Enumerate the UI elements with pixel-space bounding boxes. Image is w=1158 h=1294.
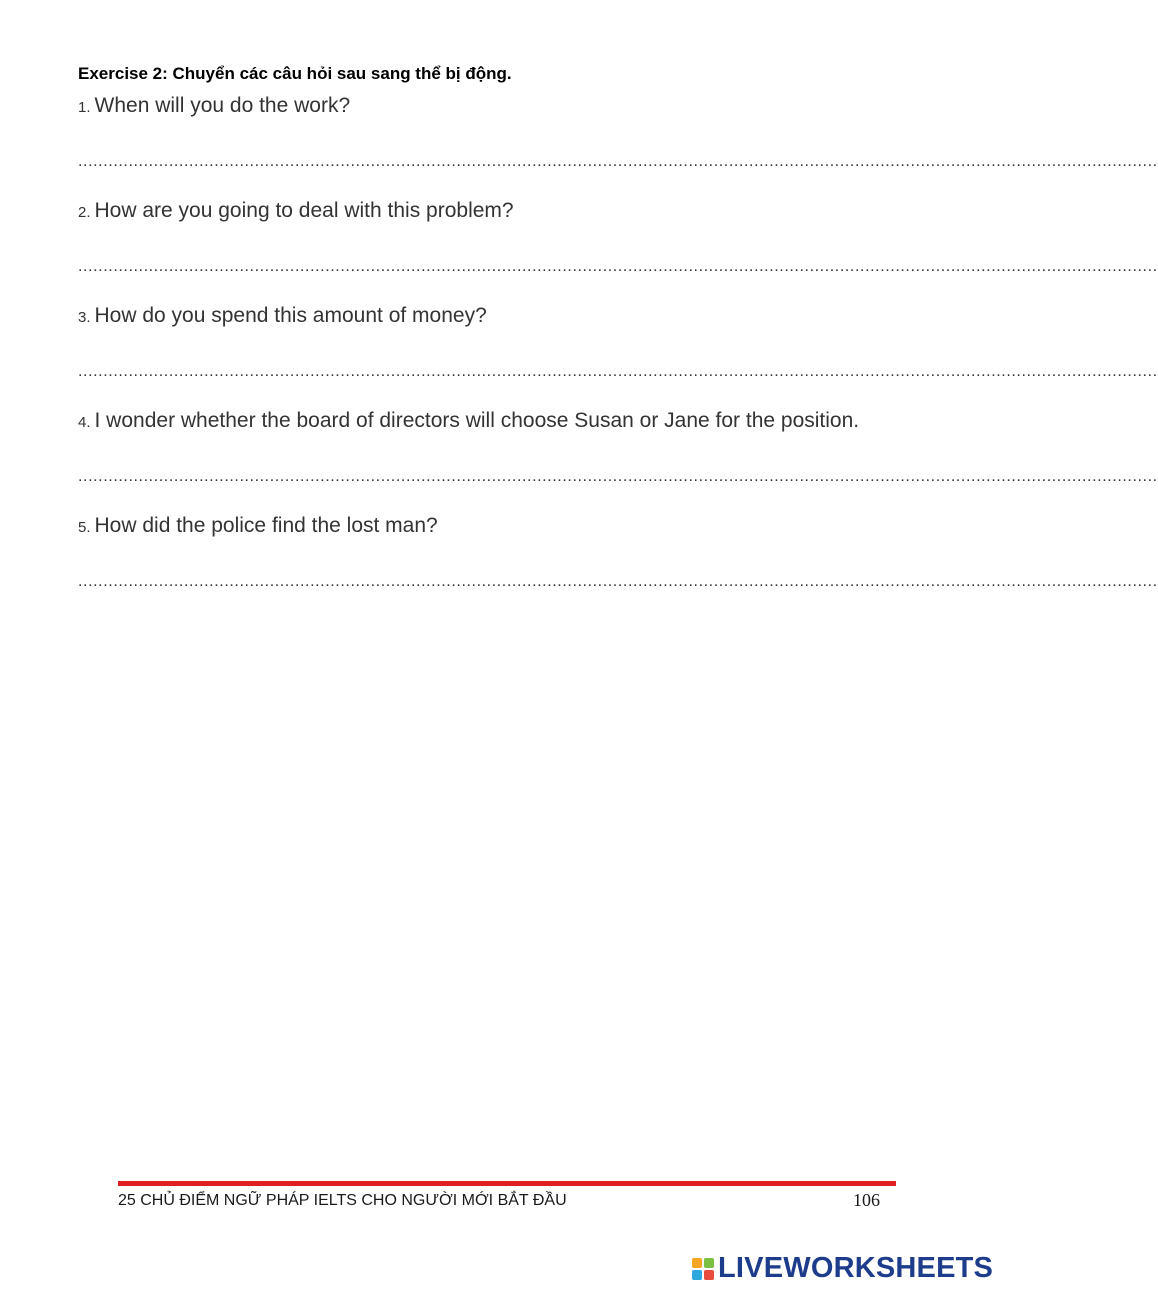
question-5 [78,514,438,538]
brand-name: LIVEWORKSHEETS [718,1252,994,1284]
question-text: I wonder whether the board of directors will choose Susan or Jane for the position. [94,409,860,432]
question-text: How do you spend this amount of money? [94,304,487,327]
footer-divider [118,1181,896,1186]
answer-line-3[interactable]: ...................................................................................................................................................................................................................... [78,363,1158,380]
exercise-heading: Exercise 2: Chuyển các câu hỏi sau sang thể bị động. [78,64,512,83]
question-number: 4. [78,414,91,431]
answer-line-2[interactable]: ...................................................................................................................................................................................................................... [78,258,1158,275]
answer-line-4[interactable]: ...................................................................................................................................................................................................................... [78,468,1158,485]
question-number: 3. [78,309,91,326]
question-1 [78,94,350,118]
question-number: 5. [78,519,91,536]
question-text: When will you do the work? [94,94,351,117]
liveworksheets-brand [692,1252,993,1285]
question-2 [78,199,514,223]
question-4 [78,409,859,433]
question-number: 2. [78,204,91,221]
question-text: How did the police find the lost man? [94,514,438,537]
answer-line-1[interactable]: ...................................................................................................................................................................................................................... [78,153,1158,170]
question-3 [78,304,487,328]
page-number: 106 [853,1190,880,1210]
question-text: How are you going to deal with this problem? [94,199,514,222]
question-number: 1. [78,99,91,116]
liveworksheets-logo-icon [692,1258,714,1280]
footer-book-title: 25 CHỦ ĐIỂM NGỮ PHÁP IELTS CHO NGƯỜI MỚI BẮT ĐẦU [118,1192,567,1209]
answer-line-5[interactable]: ...................................................................................................................................................................................................................... [78,573,1158,590]
